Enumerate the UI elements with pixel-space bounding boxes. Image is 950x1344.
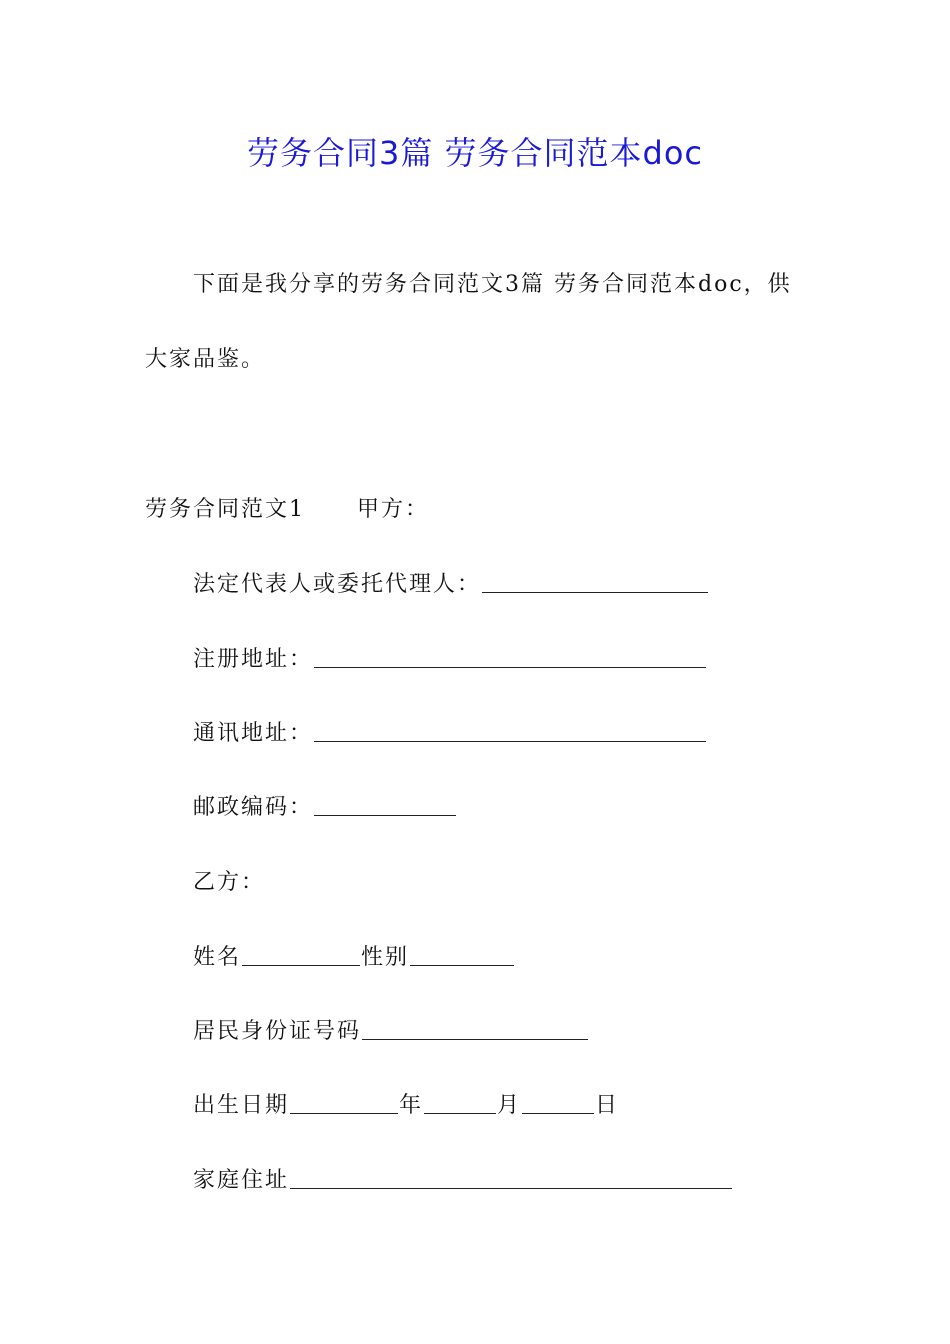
gender-label: 性别 xyxy=(361,945,410,970)
intro-line-1: 下面是我分享的劳务合同范文3篇 劳务合同范本doc，供 xyxy=(193,272,792,297)
intro-line-2: 大家品鉴。 xyxy=(145,347,266,372)
name-gender-row xyxy=(193,938,515,978)
home-address-row xyxy=(193,1161,733,1201)
legal-rep-label: 法定代表人或委托代理人： xyxy=(193,572,482,597)
section-heading-row xyxy=(145,490,429,530)
registered-address-blank xyxy=(314,643,706,668)
party-b-label: 乙方： xyxy=(193,870,266,895)
registered-address-label: 注册地址： xyxy=(193,647,314,672)
birth-date-row xyxy=(193,1086,619,1126)
birth-year-blank xyxy=(290,1089,398,1114)
postal-code-blank xyxy=(314,791,456,816)
legal-rep-blank xyxy=(482,568,708,593)
name-label: 姓名 xyxy=(193,945,242,970)
mailing-address-row xyxy=(193,714,707,754)
id-number-label: 居民身份证号码 xyxy=(193,1019,362,1044)
id-number-blank xyxy=(362,1015,588,1040)
home-address-label: 家庭住址 xyxy=(193,1168,290,1193)
document-title: 劳务合同3篇 劳务合同范本doc xyxy=(246,134,704,172)
month-label: 月 xyxy=(497,1093,522,1118)
birth-date-label: 出生日期 xyxy=(193,1093,290,1118)
party-b-row xyxy=(193,863,265,903)
name-blank xyxy=(242,941,360,966)
postal-code-label: 邮政编码： xyxy=(193,795,314,820)
day-label: 日 xyxy=(595,1093,620,1118)
home-address-blank xyxy=(290,1164,732,1189)
section-heading: 劳务合同范文1 xyxy=(145,497,305,522)
party-a-label: 甲方： xyxy=(357,497,430,522)
id-number-row xyxy=(193,1012,589,1052)
postal-code-row xyxy=(193,788,457,828)
registered-address-row xyxy=(193,640,707,680)
year-label: 年 xyxy=(399,1093,424,1118)
birth-month-blank xyxy=(424,1089,496,1114)
mailing-address-blank xyxy=(314,717,706,742)
legal-rep-row xyxy=(193,565,709,605)
gender-blank xyxy=(410,941,514,966)
mailing-address-label: 通讯地址： xyxy=(193,721,314,746)
birth-day-blank xyxy=(522,1089,594,1114)
